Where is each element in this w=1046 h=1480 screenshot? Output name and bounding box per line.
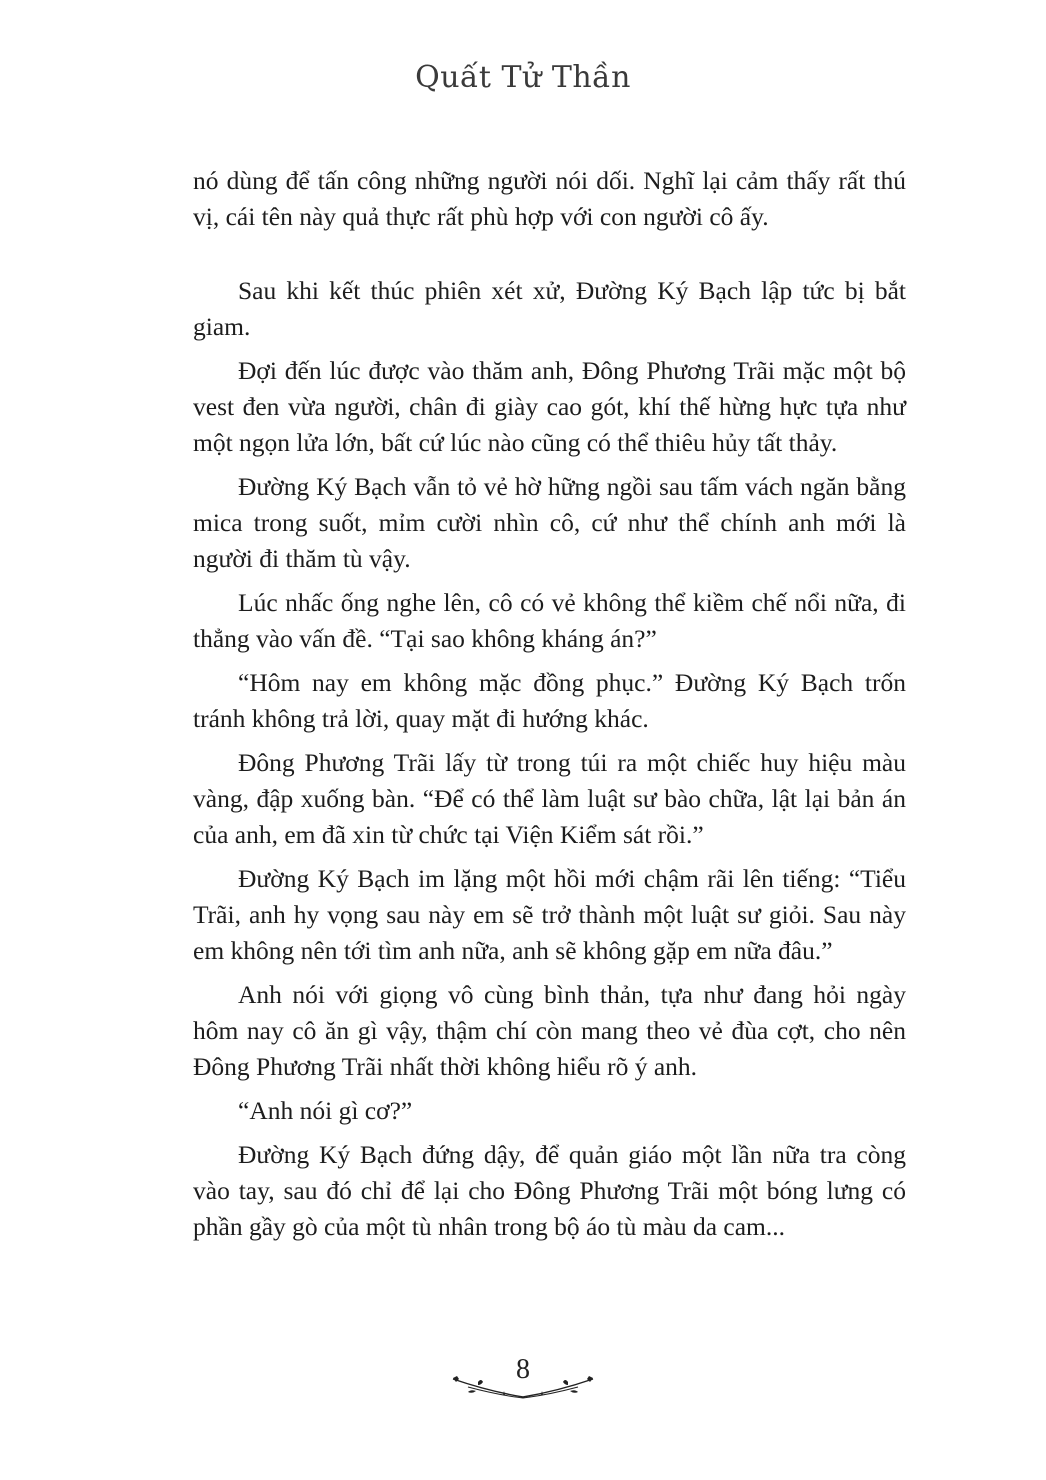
paragraph: Lúc nhấc ống nghe lên, cô có vẻ không thể kiềm chế nổi nữa, đi thẳng vào vấn đề. “Tại sao không kháng án?”	[193, 588, 906, 653]
paragraph: nó dùng để tấn công những người nói dối. Nghĩ lại cảm thấy rất thú vị, cái tên này quả thực rất phù hợp với con người cô ấy.	[193, 166, 906, 231]
paragraph: Đông Phương Trãi lấy từ trong túi ra một chiếc huy hiệu màu vàng, đập xuống bàn. “Để có thể làm luật sư bào chữa, lật lại bản án của anh, em đã xin từ chức tại Viện Kiểm sát rồi.”	[193, 748, 906, 849]
page-number: 8	[516, 1354, 530, 1385]
paragraph: Sau khi kết thúc phiên xét xử, Đường Ký Bạch lập tức bị bắt giam.	[193, 276, 906, 341]
paragraph: “Hôm nay em không mặc đồng phục.” Đường Ký Bạch trốn tránh không trả lời, quay mặt đi hướng khác.	[193, 668, 906, 733]
paragraph: Đợi đến lúc được vào thăm anh, Đông Phương Trãi mặc một bộ vest đen vừa người, chân đi giày cao gót, khí thế hừng hực tựa như một ngọn lửa lớn, bất cứ lúc nào cũng có thể thiêu hủy tất thảy.	[193, 356, 906, 457]
page-footer	[0, 1355, 1046, 1403]
body-text	[193, 163, 906, 1253]
paragraph: Anh nói với giọng vô cùng bình thản, tựa như đang hỏi ngày hôm nay cô ăn gì vậy, thậm chí còn mang theo vẻ đùa cợt, cho nên Đông Phương Trãi nhất thời không hiểu rõ ý anh.	[193, 980, 906, 1081]
paragraph: “Anh nói gì cơ?”	[238, 1096, 413, 1125]
paragraph: Đường Ký Bạch đứng dậy, để quản giáo một lần nữa tra còng vào tay, sau đó chỉ để lại cho Đông Phương Trãi một bóng lưng có phần gầy gò của một tù nhân trong bộ áo tù màu da cam...	[193, 1140, 906, 1241]
paragraph: Đường Ký Bạch vẫn tỏ vẻ hờ hững ngồi sau tấm vách ngăn bằng mica trong suốt, mỉm cười nhìn cô, cứ như thể chính anh mới là người đi thăm tù vậy.	[193, 472, 906, 573]
paragraph: Đường Ký Bạch im lặng một hồi mới chậm rãi lên tiếng: “Tiểu Trãi, anh hy vọng sau này em sẽ trở thành một luật sư giỏi. Sau này em không nên tới tìm anh nữa, anh sẽ không gặp em nữa đâu.”	[193, 864, 906, 965]
running-header-title: Quất Tử Thần	[415, 60, 631, 95]
